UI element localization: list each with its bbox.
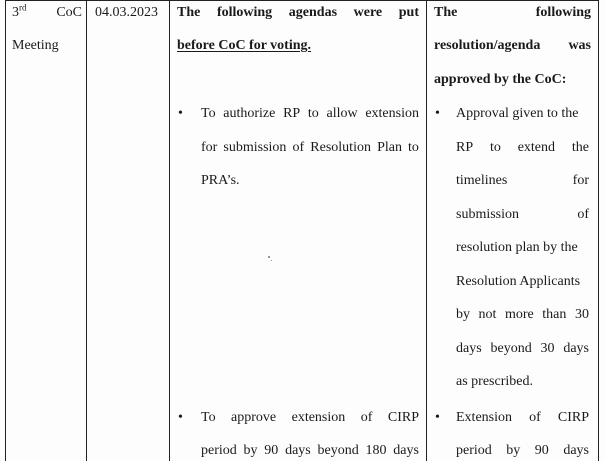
resolution-item-1-line5: resolution plan by the <box>456 240 578 255</box>
table-row-divider <box>5 0 599 1</box>
agenda-item-1-line2: for submission of Resolution Plan to <box>201 140 419 155</box>
resolution-item-1-line9: as prescribed. <box>456 374 533 389</box>
scan-speck <box>268 256 270 258</box>
resolution-bullet-1: • <box>435 106 440 121</box>
resolution-heading-line1: The following <box>434 5 591 20</box>
resolution-item-2-line2: period by 90 days <box>456 443 589 458</box>
agenda-item-1-line1: To authorize RP to allow extension <box>201 106 419 121</box>
resolution-item-1-line3: timelines for <box>456 173 589 188</box>
column-divider-3 <box>426 0 427 461</box>
agenda-bullet-2: • <box>178 410 183 425</box>
meeting-date: 04.03.2023 <box>95 5 158 20</box>
resolution-heading-line2: resolution/agenda was <box>434 38 591 53</box>
column-divider-1 <box>86 0 87 461</box>
resolution-item-1-line1: Approval given to the <box>456 106 579 121</box>
agenda-item-2-line1: To approve extension of CIRP <box>201 410 419 425</box>
meeting-cell-line1 <box>12 2 82 21</box>
resolution-item-1-line8: days beyond 30 days <box>456 341 589 356</box>
resolution-item-1-line4: submission of <box>456 207 589 222</box>
meeting-ordinal: 3rd <box>12 2 27 20</box>
table-border-left <box>5 0 6 461</box>
table-border-right <box>598 0 599 461</box>
scan-speck <box>271 260 272 261</box>
meeting-word: CoC <box>56 5 82 20</box>
column-divider-2 <box>169 0 170 461</box>
agenda-heading-line2: before CoC for voting. <box>177 38 312 53</box>
resolution-item-1-line2: RP to extend the <box>456 140 589 155</box>
resolution-item-1-line7: by not more than 30 <box>456 307 589 322</box>
resolution-item-2-line1: Extension of CIRP <box>456 410 589 425</box>
agenda-heading-line1: The following agendas were put <box>177 5 419 20</box>
resolution-heading-line3: approved by the CoC: <box>434 72 567 87</box>
agenda-item-1-line3: PRA’s. <box>201 173 240 188</box>
resolution-bullet-2: • <box>435 410 440 425</box>
resolution-item-1-line6: Resolution Applicants <box>456 274 581 289</box>
meeting-cell-line2: Meeting <box>12 38 59 53</box>
agenda-bullet-1: • <box>178 106 183 121</box>
agenda-item-2-line2: period by 90 days beyond 180 days <box>201 443 419 458</box>
